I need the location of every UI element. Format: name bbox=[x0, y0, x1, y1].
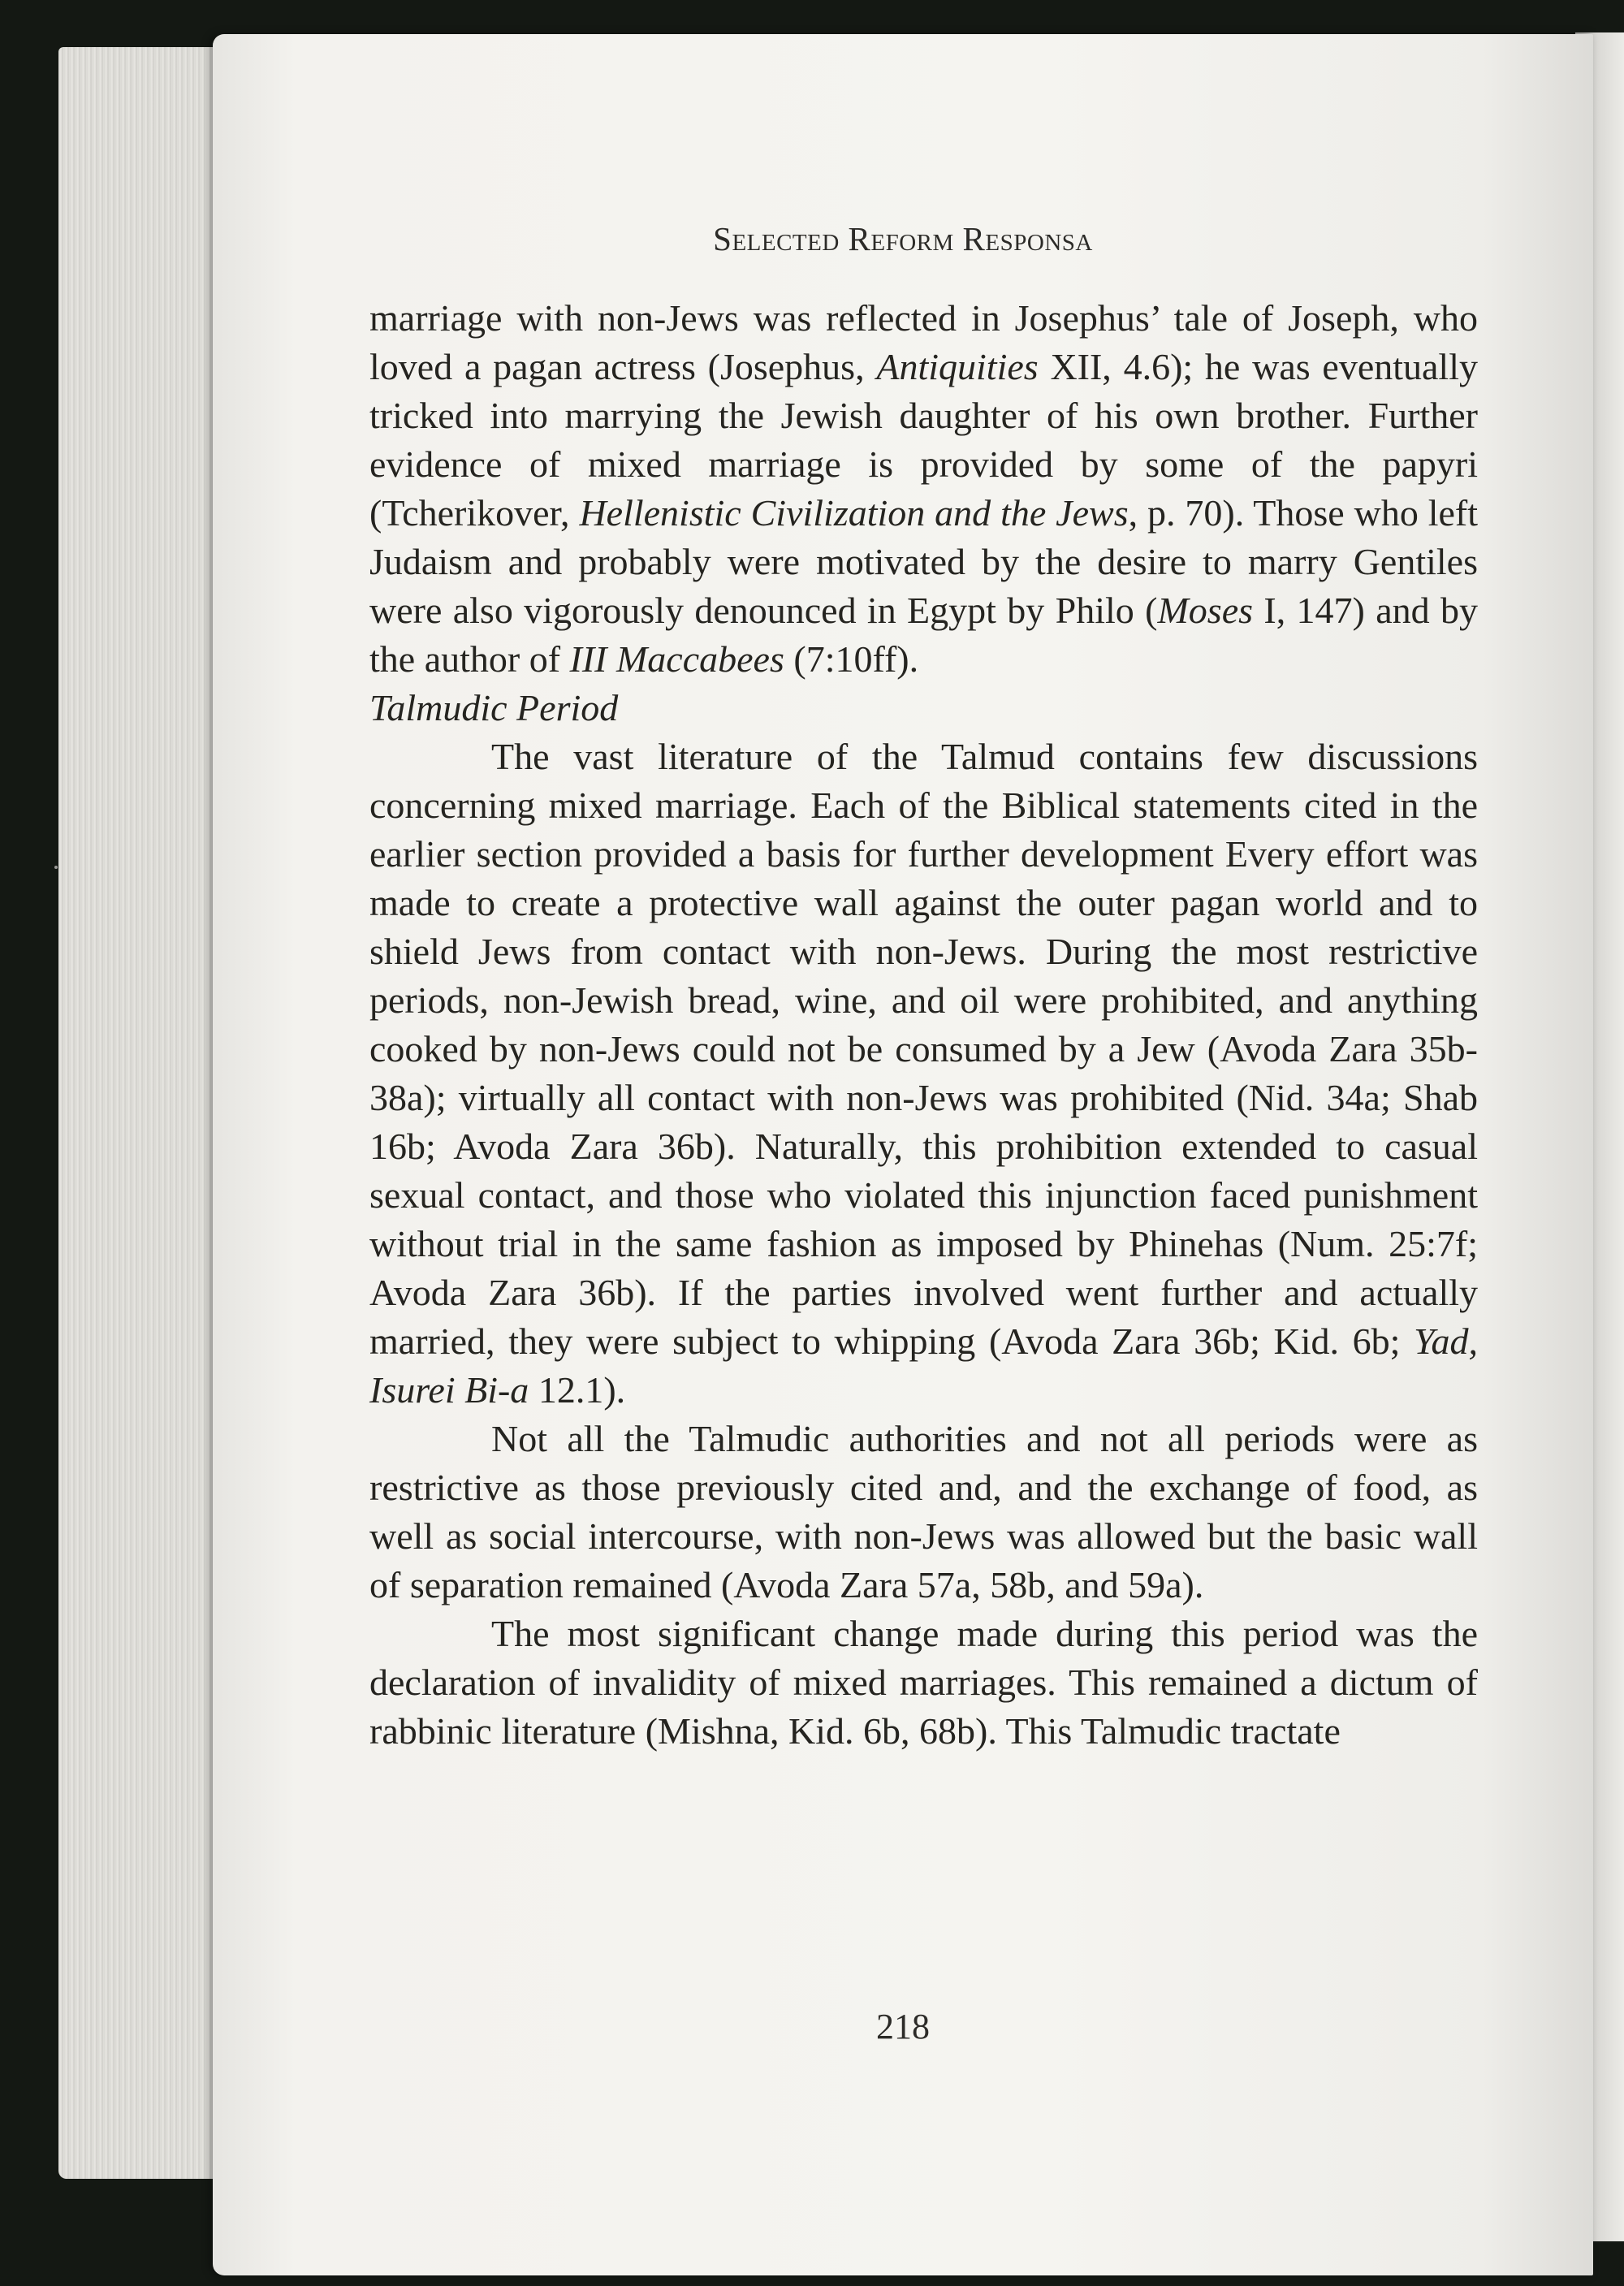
paragraph-talmud-literature: The vast literature of the Talmud contains few discussions concerning mixed marriage. Each of the Biblical statements cited in the earlier section provided a basis for further development Every effort was made to create a protective wall against the outer pagan world and to shield Jews from contact with non-Jews. During the most restrictive periods, non-Jewish bread, wine, and oil were prohibited, and anything cooked by non-Jews could not be consumed by a Jew (Avoda Zara 35b-38a); virtually all contact with non-Jews was prohibited (Nid. 34a; Shab 16b; Avoda Zara 36b). Naturally, this prohibition extended to casual sexual contact, and those who violated this injunction faced punishment without trial in the same fashion as imposed by Phinehas (Num. 25:7f; Avoda Zara 36b). If the parties involved went further and actually married, they were subject to whipping (Avoda Zara 36b; Kid. 6b; Yad, Isurei Bi-a 12.1). bbox=[369, 736, 1478, 1411]
running-head: Selected Reform Responsa bbox=[713, 220, 1093, 257]
section-heading: Talmudic Period bbox=[369, 687, 619, 728]
body-text bbox=[369, 294, 1478, 1756]
book-page bbox=[213, 34, 1593, 2275]
page-stack-edge bbox=[58, 47, 229, 2179]
paragraph-josephus: marriage with non-Jews was reflected in Josephus’ tale of Joseph, who loved a pagan actress (Josephus, Antiquities XII, 4.6); he was eventually tricked into marrying the Jewish daughter of his own brother. Further evidence of mixed marriage is provided by some of the papyri (Tcherikover, Hellenistic Civilization and the Jews, p. 70). Those who left Judaism and probably were motivated by the desire to marry Gentiles were also vigorously denounced in Egypt by Philo (Moses I, 147) and by the author of III Maccabees (7:10ff). bbox=[369, 297, 1479, 680]
page-number: 218 bbox=[876, 2007, 930, 2046]
dust-speck bbox=[54, 866, 58, 869]
paragraph-invalidity: The most significant change made during this period was the declaration of invalidity of mixed marriages. This remained a dictum of rabbinic literature (Mishna, Kid. 6b, 68b). This Talmudic tractate bbox=[369, 1613, 1478, 1752]
paragraph-authorities: Not all the Talmudic authorities and not all periods were as restrictive as those previously cited and, and the exchange of food, as well as social intercourse, with non-Jews was allowed but the basic wall of separation remained (Avoda Zara 57a, 58b, and 59a). bbox=[369, 1418, 1478, 1605]
